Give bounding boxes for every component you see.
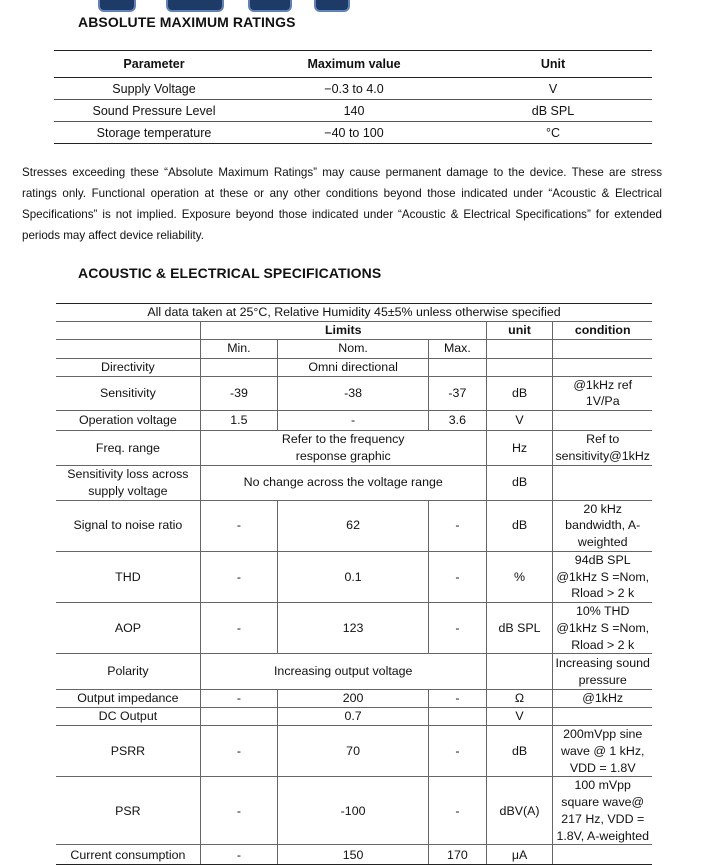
max-header: Max. <box>429 339 486 358</box>
nom-header: Nom. <box>278 339 429 358</box>
acoustic-electrical-spec-table <box>56 303 652 865</box>
table-cell: Supply Voltage <box>112 81 196 96</box>
table-cell: - <box>429 500 486 551</box>
table-cell: @1kHz <box>553 690 652 708</box>
table-cell: 3.6 <box>429 411 486 431</box>
table-row <box>56 431 652 465</box>
product-icon <box>166 0 224 12</box>
table-cell: - <box>429 551 486 602</box>
table-cell: V <box>548 81 558 96</box>
table-cell: dB <box>486 726 553 777</box>
table-cell <box>200 358 277 376</box>
absolute-max-ratings-table <box>54 50 652 144</box>
table-cell: - <box>429 690 486 708</box>
table-cell: Omni directional <box>278 358 429 376</box>
condition-header: condition <box>553 321 652 339</box>
table-cell <box>553 339 652 358</box>
table-cell <box>553 845 652 865</box>
table-row <box>56 411 652 431</box>
table-cell: 10% THD @1kHz S =Nom, Rload > 2 k <box>553 603 652 654</box>
table-cell: Sound Pressure Level <box>92 103 216 118</box>
table-cell: V <box>486 411 553 431</box>
table-cell: @1kHz ref 1V/Pa <box>553 376 652 410</box>
column-header: Parameter <box>123 57 185 71</box>
table-cell: 200 <box>278 690 429 708</box>
row-label: Signal to noise ratio <box>56 500 200 551</box>
table-cell: V <box>486 708 553 726</box>
table-cell: - <box>200 726 277 777</box>
table-cell: 20 kHz bandwidth, A-weighted <box>553 500 652 551</box>
unit-header: unit <box>486 321 553 339</box>
table-row <box>56 690 652 708</box>
table-cell <box>429 358 486 376</box>
table-cell: -39 <box>200 376 277 410</box>
table-row <box>56 500 652 551</box>
table-row <box>56 551 652 602</box>
table-row <box>56 654 652 690</box>
table-cell: No change across the voltage range <box>200 465 486 500</box>
column-header: Unit <box>540 57 566 71</box>
stress-note-paragraph: Stresses exceeding these “Absolute Maximum Ratings” may cause permanent damage to the device. These are stress ratings only. Functional operation at these or any other conditions beyond those indicated under “Acoustic & Electrical Specifications” is not implied. Exposure beyond those indicated under “Acoustic & Electrical Specifications” for extended periods may affect device reliability. <box>22 166 662 242</box>
spec-caption: All data taken at 25°C, Relative Humidity 45±5% unless otherwise specified <box>56 304 652 322</box>
table-cell: dBV(A) <box>486 777 553 845</box>
table-cell: 0.7 <box>278 708 429 726</box>
table-row <box>56 708 652 726</box>
table-cell: 100 mVpp square wave@ 217 Hz, VDD = 1.8V, A-weighted <box>553 777 652 845</box>
table-cell: 70 <box>278 726 429 777</box>
table-cell: dB SPL <box>486 603 553 654</box>
header-icon-strip <box>98 0 358 12</box>
table-cell <box>486 339 553 358</box>
table-cell: Ref to sensitivity@1kHz <box>553 431 652 465</box>
row-label: Output impedance <box>56 690 200 708</box>
row-label: Polarity <box>56 654 200 690</box>
table-cell: % <box>486 551 553 602</box>
table-cell: −0.3 to 4.0 <box>324 81 384 96</box>
table-row <box>56 465 652 500</box>
row-label: Sensitivity loss across supply voltage <box>56 465 200 500</box>
table-cell: - <box>429 726 486 777</box>
row-label: DC Output <box>56 708 200 726</box>
table-row <box>54 122 652 144</box>
table-cell <box>553 708 652 726</box>
table-cell: 94dB SPL @1kHz S =Nom, Rload > 2 k <box>553 551 652 602</box>
table-cell: −40 to 100 <box>324 125 384 140</box>
table-cell: Hz <box>486 431 553 465</box>
table-row <box>54 78 652 100</box>
table-row <box>56 726 652 777</box>
table-header-row <box>54 51 652 78</box>
table-cell: dB <box>486 376 553 410</box>
table-row <box>54 100 652 122</box>
table-cell: - <box>200 603 277 654</box>
table-cell: dB <box>486 465 553 500</box>
table-row <box>56 845 652 865</box>
row-label: Operation voltage <box>56 411 200 431</box>
product-icon <box>98 0 136 12</box>
table-cell: μA <box>486 845 553 865</box>
table-cell <box>486 358 553 376</box>
table-cell: Ω <box>486 690 553 708</box>
table-cell: dB SPL <box>531 103 575 118</box>
table-cell: 1.5 <box>200 411 277 431</box>
acoustic-electrical-spec-heading: ACOUSTIC & ELECTRICAL SPECIFICATIONS <box>78 265 382 281</box>
table-row <box>56 376 652 410</box>
table-cell: 123 <box>278 603 429 654</box>
table-cell <box>429 708 486 726</box>
row-label: PSR <box>56 777 200 845</box>
table-cell <box>56 339 200 358</box>
row-label: Current consumption <box>56 845 200 865</box>
table-cell: -37 <box>429 376 486 410</box>
table-cell: - <box>200 690 277 708</box>
product-icon <box>248 0 292 12</box>
table-cell: -100 <box>278 777 429 845</box>
table-cell: Refer to the frequency response graphic <box>200 431 486 465</box>
table-cell <box>486 654 553 690</box>
table-cell: dB <box>486 500 553 551</box>
row-label: Sensitivity <box>56 376 200 410</box>
table-cell: Increasing sound pressure <box>553 654 652 690</box>
table-cell: 200mVpp sine wave @ 1 kHz, VDD = 1.8V <box>553 726 652 777</box>
absolute-max-ratings-heading: ABSOLUTE MAXIMUM RATINGS <box>78 14 296 30</box>
table-cell: 150 <box>278 845 429 865</box>
table-cell: - <box>200 551 277 602</box>
table-cell: 62 <box>278 500 429 551</box>
table-cell: Increasing output voltage <box>200 654 486 690</box>
table-cell: - <box>278 411 429 431</box>
limits-header: Limits <box>200 321 486 339</box>
table-cell: - <box>200 777 277 845</box>
min-header: Min. <box>200 339 277 358</box>
table-cell: - <box>429 777 486 845</box>
table-cell: -38 <box>278 376 429 410</box>
table-row <box>56 603 652 654</box>
table-cell <box>56 321 200 339</box>
table-cell: 0.1 <box>278 551 429 602</box>
table-cell <box>553 358 652 376</box>
column-header: Maximum value <box>307 57 401 71</box>
table-cell: Storage temperature <box>96 125 212 140</box>
row-label: Directivity <box>56 358 200 376</box>
table-row <box>56 777 652 845</box>
row-label: PSRR <box>56 726 200 777</box>
row-label: AOP <box>56 603 200 654</box>
table-cell: 170 <box>429 845 486 865</box>
table-cell <box>200 708 277 726</box>
table-cell: 140 <box>343 103 365 118</box>
table-cell: - <box>200 845 277 865</box>
table-cell: °C <box>545 125 561 140</box>
table-cell <box>553 465 652 500</box>
table-cell: - <box>200 500 277 551</box>
table-cell: - <box>429 603 486 654</box>
row-label: THD <box>56 551 200 602</box>
row-label: Freq. range <box>56 431 200 465</box>
table-row <box>56 358 652 376</box>
product-icon <box>314 0 350 12</box>
table-cell <box>553 411 652 431</box>
